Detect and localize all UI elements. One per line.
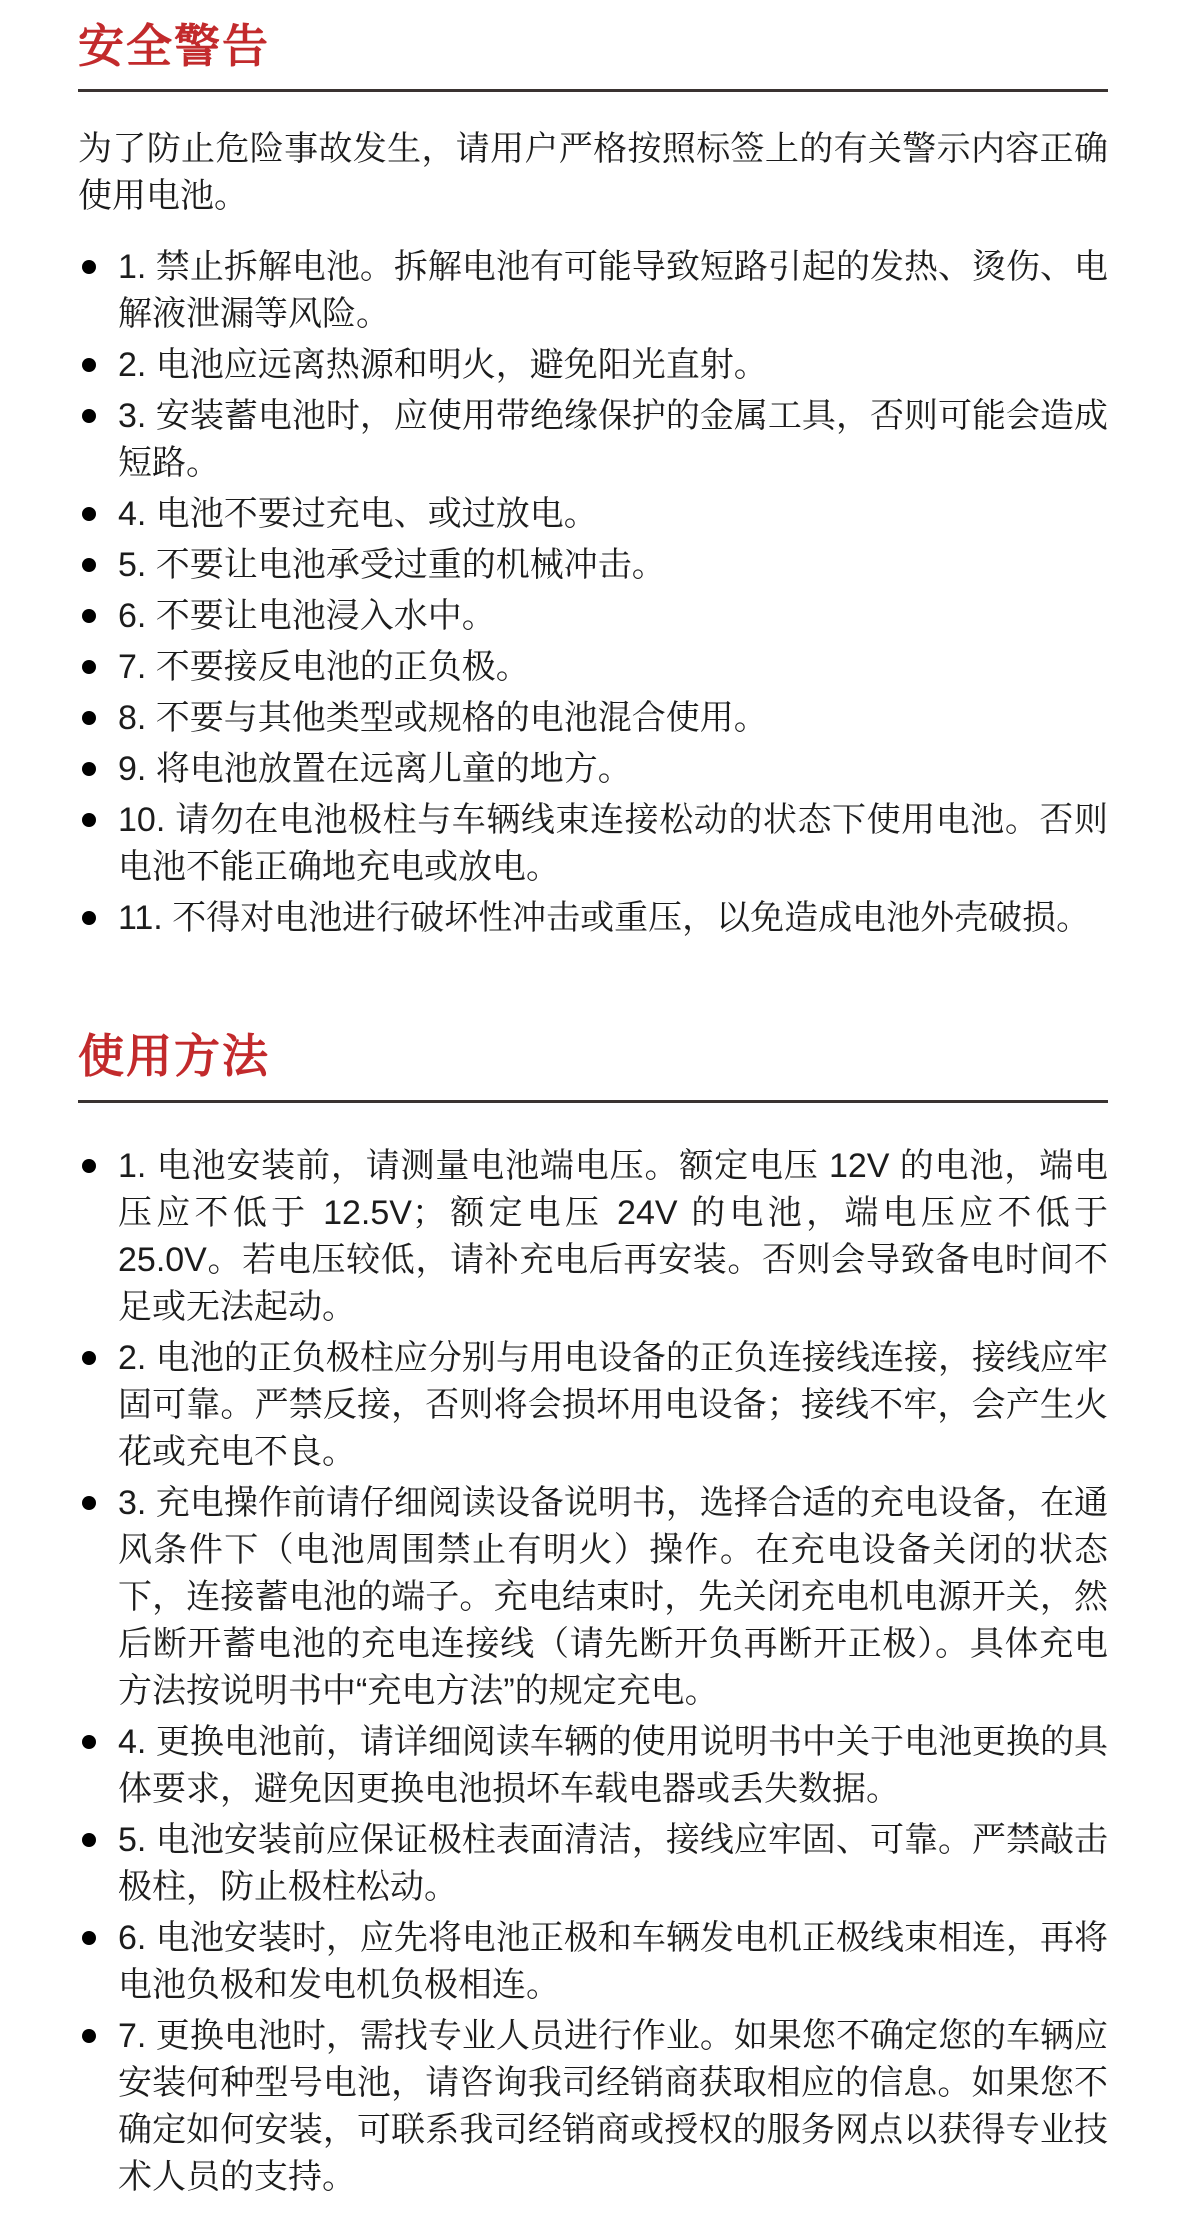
list-item: 4. 电池不要过充电、或过放电。 [78,491,1108,538]
safety-intro-paragraph: 为了防止危险事故发生，请用户严格按照标签上的有关警示内容正确使用电池。 [78,130,1108,216]
section-safety-warning [78,20,1108,942]
usage-method-title: 使用方法 [78,1030,270,1083]
list-item: 8. 不要与其他类型或规格的电池混合使用。 [78,695,1108,742]
list-item: 6. 不要让电池浸入水中。 [78,593,1108,640]
list-item: 10. 请勿在电池极柱与车辆线束连接松动的状态下使用电池。否则电池不能正确地充电或放电。 [78,797,1108,891]
list-item: 1. 禁止拆解电池。拆解电池有可能导致短路引起的发热、烫伤、电解液泄漏等风险。 [78,244,1108,338]
list-item: 5. 不要让电池承受过重的机械冲击。 [78,542,1108,589]
safety-warning-list [78,244,1108,942]
safety-warning-title: 安全警告 [78,20,270,72]
section-usage-instructions [78,1030,1108,2200]
list-item: 2. 电池的正负极柱应分别与用电设备的正负连接线连接，接线应牢固可靠。严禁反接，否则将会损坏用电设备；接线不牢，会产生火花或充电不良。 [78,1335,1108,1476]
list-item: 4. 更换电池前，请详细阅读车辆的使用说明书中关于电池更换的具体要求，避免因更换电池损坏车载电器或丢失数据。 [78,1719,1108,1813]
list-item: 3. 安装蓄电池时，应使用带绝缘保护的金属工具，否则可能会造成短路。 [78,393,1108,487]
list-item: 9. 将电池放置在远离儿童的地方。 [78,746,1108,793]
usage-instruction-list [78,1143,1108,2201]
list-item: 7. 更换电池时，需找专业人员进行作业。如果您不确定您的车辆应安装何种型号电池，请咨询我司经销商获取相应的信息。如果您不确定如何安装，可联系我司经销商或授权的服务网点以获得专业技术人员的支持。 [78,2013,1108,2201]
list-item: 3. 充电操作前请仔细阅读设备说明书，选择合适的充电设备，在通风条件下（电池周围禁止有明火）操作。在充电设备关闭的状态下，连接蓄电池的端子。充电结束时，先关闭充电机电源开关，然后断开蓄电池的充电连接线（请先断开负再断开正极）。具体充电方法按说明书中“充电方法”的规定充电。 [78,1480,1108,1715]
list-item: 2. 电池应远离热源和明火，避免阳光直射。 [78,342,1108,389]
list-item: 7. 不要接反电池的正负极。 [78,644,1108,691]
list-item: 1. 电池安装前，请测量电池端电压。额定电压 12V 的电池，端电压应不低于 12.5V；额定电压 24V 的电池，端电压应不低于 25.0V。若电压较低，请补充电后再安装。否则会导致备电时间不足或无法起动。 [78,1143,1108,1331]
section-divider [78,1100,1108,1103]
section-divider [78,89,1108,92]
list-item: 6. 电池安装时，应先将电池正极和车辆发电机正极线束相连，再将电池负极和发电机负极相连。 [78,1915,1108,2009]
list-item: 11. 不得对电池进行破坏性冲击或重压，以免造成电池外壳破损。 [78,895,1108,942]
list-item: 5. 电池安装前应保证极柱表面清洁，接线应牢固、可靠。严禁敲击 极柱，防止极柱松动。 [78,1817,1108,1911]
